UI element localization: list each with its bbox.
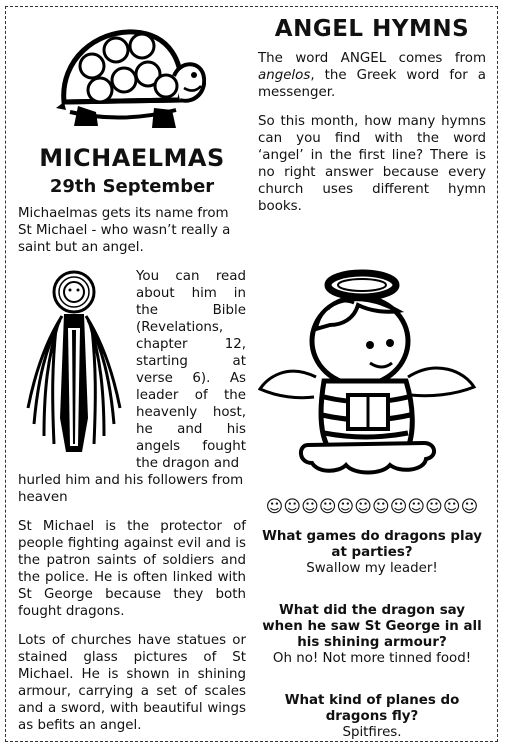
angel-word-paragraph [258, 50, 486, 101]
angel-hymns-title: ANGEL HYMNS [274, 16, 470, 42]
michaelmas-date: 29th September [49, 176, 215, 197]
st-michael-angel-icon [18, 268, 130, 458]
joke-question: What did the dragon say when he saw St George in all his shining armour? [262, 603, 482, 650]
para1-text-end: , the Greek word for a messenger. [258, 68, 486, 100]
protector-paragraph: St Michael is the protector of people fighting against evil and is the patron saints of soldiers and the police. He is often linked with St George because they both fought dragons. [18, 519, 246, 619]
statues-paragraph: Lots of churches have statues or stained glass pictures of St Michael. He is shown in shining armour, carrying a set of scales and a sword, with beautiful wings as befits an angel. [18, 633, 246, 733]
right-column [258, 16, 486, 741]
cherub-reading-icon [258, 267, 486, 477]
joke-answer: Swallow my leader! [306, 561, 438, 576]
bible-section [18, 268, 246, 472]
para1-text: The word ANGEL comes from [258, 51, 486, 66]
left-column [18, 20, 246, 734]
smiley-row: ☺☺☺☺☺☺☺☺☺☺☺☺ [265, 497, 479, 517]
hymns-paragraph: So this month, how many hymns can you find with the word ‘angel’ in the first line? There is no right answer because every church uses different hymn books. [258, 114, 486, 214]
tortoise-logo-icon [56, 20, 206, 138]
michaelmas-title: MICHAELMAS [39, 144, 225, 172]
bible-paragraph: You can read about him in the Bible (Revelations, chapter 12, starting at verse 6). As leader of the heavenly host, he and his angels fought the dragon and [136, 269, 246, 471]
joke-1 [258, 529, 486, 577]
joke-question: What games do dragons play at parties? [262, 529, 482, 560]
bible-paragraph-end: hurled him and his followers from heaven [18, 473, 244, 505]
joke-3 [258, 693, 486, 741]
joke-question: What kind of planes do dragons fly? [284, 693, 460, 724]
joke-answer: Oh no! Not more tinned food! [272, 651, 472, 666]
joke-2 [258, 603, 486, 667]
intro-paragraph: Michaelmas gets its name from St Michael - who wasn’t really a saint but an angel. [18, 206, 231, 255]
angelos-word: angelos [258, 68, 311, 83]
joke-answer: Spitfires. [342, 725, 402, 740]
